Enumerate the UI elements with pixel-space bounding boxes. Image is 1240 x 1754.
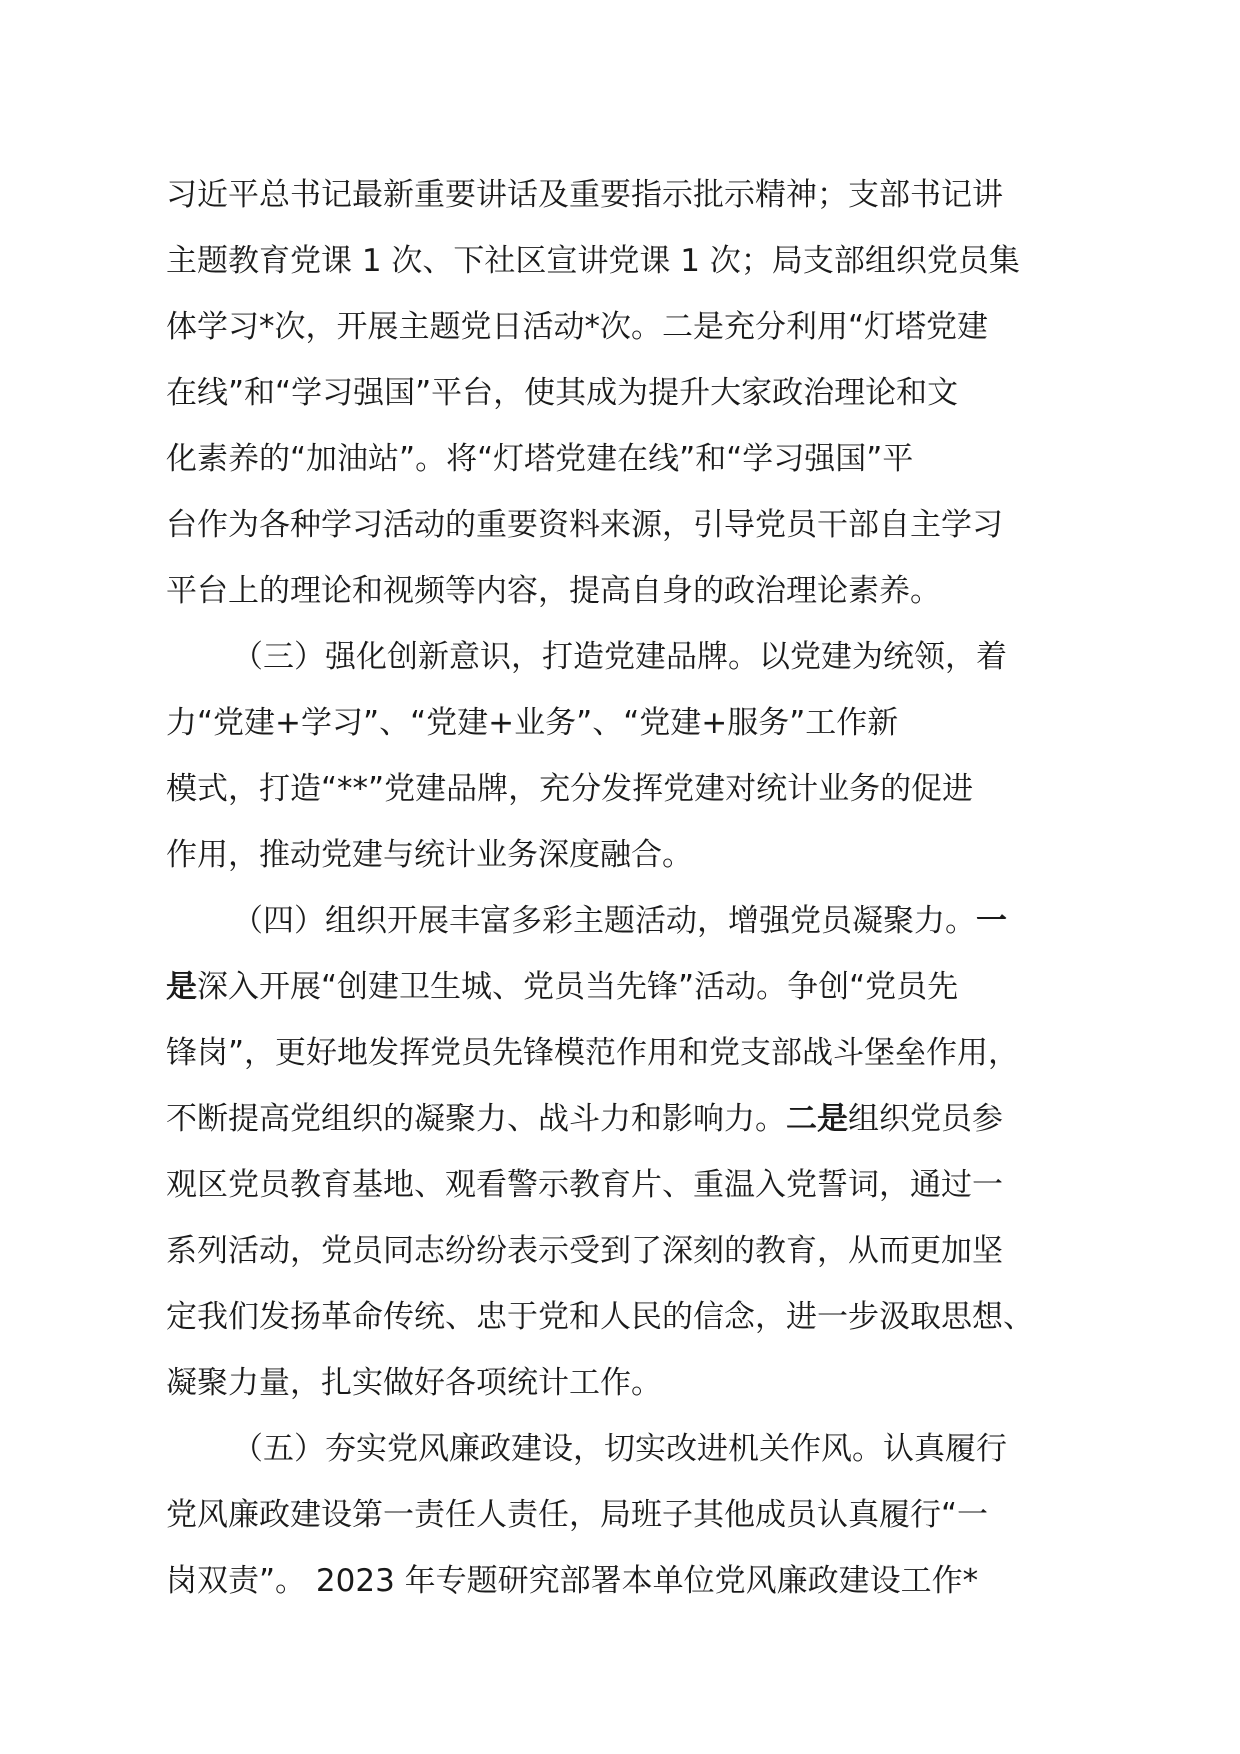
body-text-line: 在线”和“学习强国”平台，使其成为提升大家政治理论和文	[166, 375, 959, 411]
body-text-line: 力“党建+学习”、“党建+业务”、“党建+服务”工作新	[166, 705, 899, 741]
body-text-line: 台作为各种学习活动的重要资料来源，引导党员干部自主学习	[166, 507, 1003, 543]
body-text-line: 平台上的理论和视频等内容，提高自身的政治理论素养。	[166, 573, 941, 609]
body-text-line: 岗双责”。 2023 年专题研究部署本单位党风廉政建设工作*	[166, 1563, 979, 1599]
body-text-line: 定我们发扬革命传统、忠于党和人民的信念，进一步汲取思想、	[166, 1299, 1034, 1335]
body-text-line: 系列活动，党员同志纷纷表示受到了深刻的教育，从而更加坚	[166, 1233, 1003, 1269]
body-text: 深入开展“创建卫生城、党员当先锋”活动。争创“党员先	[197, 969, 959, 1005]
section-heading-text: （四）组织开展丰富多彩主题活动，增强党员凝聚力。	[232, 903, 976, 939]
body-text: 不断提高党组织的凝聚力、战斗力和影响力。	[166, 1101, 786, 1137]
bold-marker: 一	[976, 903, 1007, 939]
body-text-line: 主题教育党课 1 次、下社区宣讲党课 1 次；局支部组织党员集	[166, 243, 1020, 279]
body-text-line: 模式，打造“**”党建品牌，充分发挥党建对统计业务的促进	[166, 771, 974, 807]
section-heading-line: （三）强化创新意识，打造党建品牌。以党建为统领，着	[232, 639, 1007, 675]
body-text-line: 习近平总书记最新重要讲话及重要指示批示精神；支部书记讲	[166, 177, 1003, 213]
section-heading-line	[232, 888, 1096, 954]
bold-marker: 二是	[786, 1101, 848, 1137]
body-text-line: 观区党员教育基地、观看警示教育片、重温入党誓词，通过一	[166, 1167, 1003, 1203]
body-text-line: 体学习*次，开展主题党日活动*次。二是充分利用“灯塔党建	[166, 309, 989, 345]
body-text-line: 作用，推动党建与统计业务深度融合。	[166, 837, 693, 873]
body-text-line	[166, 954, 1096, 1020]
body-text-line: 凝聚力量，扎实做好各项统计工作。	[166, 1365, 662, 1401]
bold-marker: 是	[166, 969, 197, 1005]
body-text-line	[166, 1086, 1096, 1152]
body-text: 组织党员参	[848, 1101, 1003, 1137]
section-heading-line: （五）夯实党风廉政建设，切实改进机关作风。认真履行	[232, 1431, 1007, 1467]
body-text-line: 锋岗”，更好地发挥党员先锋模范作用和党支部战斗堡垒作用，	[166, 1035, 1020, 1071]
body-text-line: 化素养的“加油站”。将“灯塔党建在线”和“学习强国”平	[166, 441, 914, 477]
body-text-line: 党风廉政建设第一责任人责任，局班子其他成员认真履行“一	[166, 1497, 989, 1533]
